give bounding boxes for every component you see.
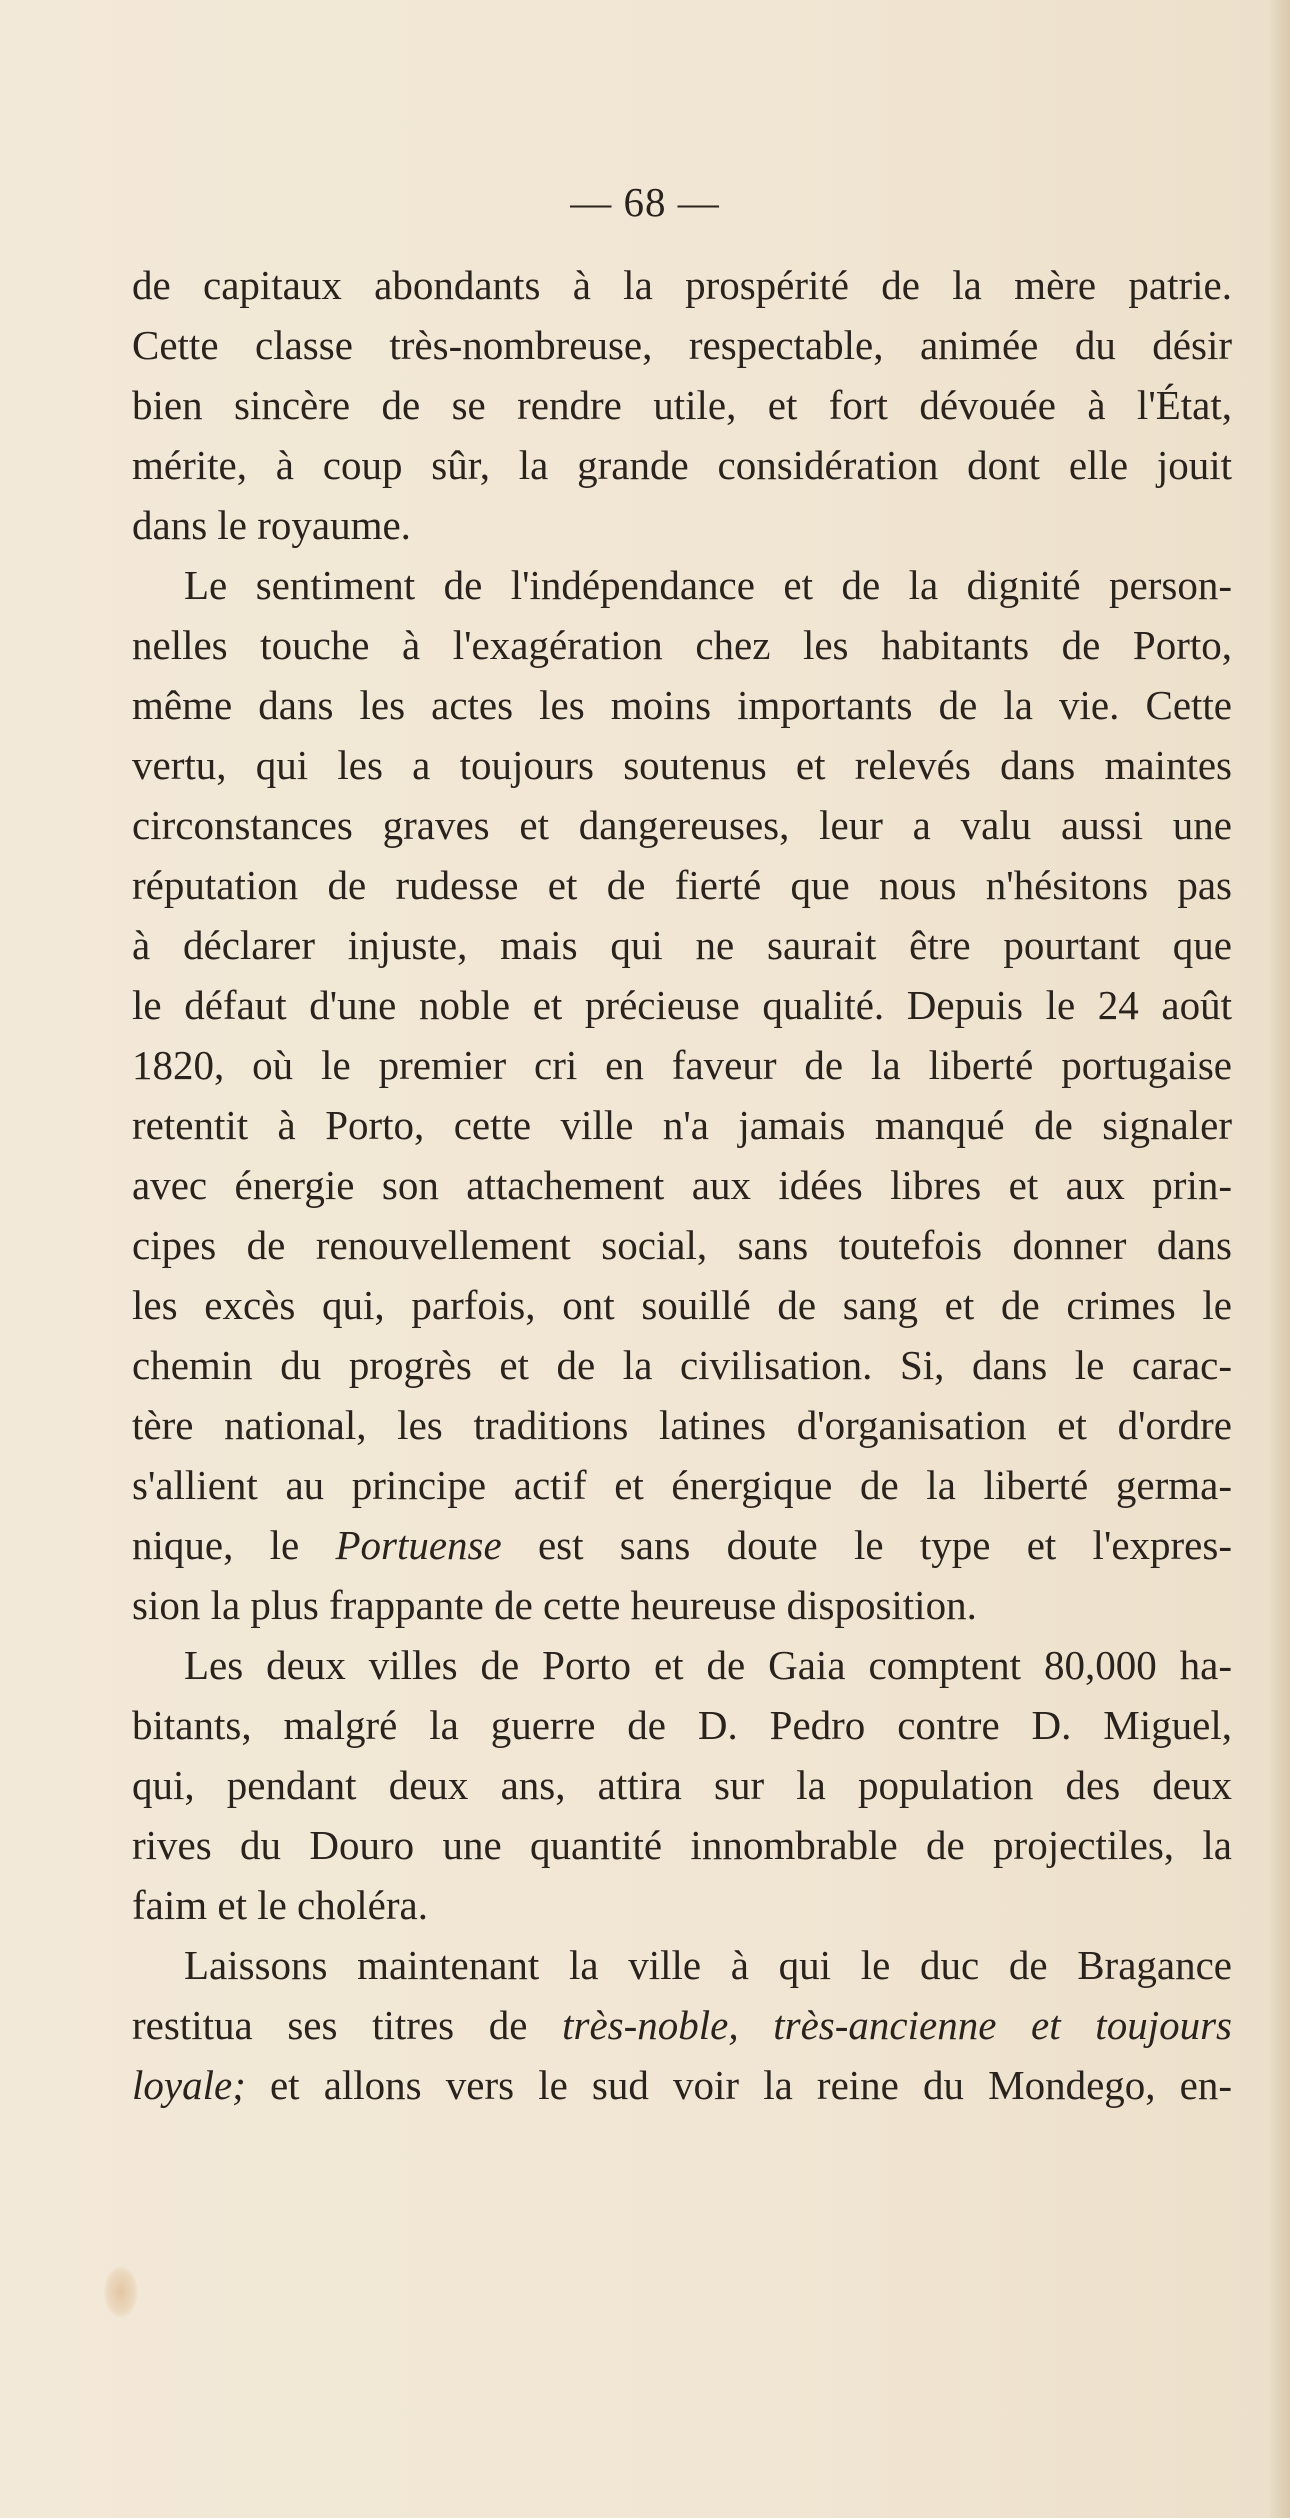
text-line: Les deux villes de Porto et de Gaia comptent 80,000 ha- — [184, 1642, 1232, 1688]
page-edge — [1270, 0, 1290, 2518]
text-line: 1820, où le premier cri en faveur de la liberté portugaise — [132, 1042, 1232, 1088]
text-line: les excès qui, parfois, ont souillé de sang et de crimes le — [132, 1282, 1232, 1328]
text-line: circonstances graves et dangereuses, leur a valu aussi une — [132, 802, 1232, 848]
text-line: le défaut d'une noble et précieuse qualité. Depuis le 24 août — [132, 982, 1232, 1028]
text-line: faim et le choléra. — [132, 1882, 428, 1928]
text-line: dans le royaume. — [132, 502, 411, 548]
text-line: rives du Douro une quantité innombrable de projectiles, la — [132, 1822, 1232, 1868]
text-line: nique, le Portuense est sans doute le type et l'expres- — [132, 1522, 1232, 1568]
text-line: vertu, qui les a toujours soutenus et relevés dans maintes — [132, 742, 1232, 788]
text-line: bitants, malgré la guerre de D. Pedro contre D. Miguel, — [132, 1702, 1232, 1748]
body-text — [132, 255, 1232, 2115]
text-line: même dans les actes les moins importants de la vie. Cette — [132, 682, 1232, 728]
text-line: réputation de rudesse et de fierté que nous n'hésitons pas — [132, 862, 1232, 908]
text-line: chemin du progrès et de la civilisation. Si, dans le carac- — [132, 1342, 1232, 1388]
text-line: avec énergie son attachement aux idées libres et aux prin- — [132, 1162, 1232, 1208]
text-line: Cette classe très-nombreuse, respectable, animée du désir — [132, 322, 1232, 368]
text-line: qui, pendant deux ans, attira sur la population des deux — [132, 1762, 1232, 1808]
text-line: à déclarer injuste, mais qui ne saurait être pourtant que — [132, 922, 1232, 968]
text-line: s'allient au principe actif et énergique de la liberté germa- — [132, 1462, 1232, 1508]
text-line: Laissons maintenant la ville à qui le duc de Bragance — [184, 1942, 1232, 1988]
text-line: cipes de renouvellement social, sans toutefois donner dans — [132, 1222, 1232, 1268]
text-line: bien sincère de se rendre utile, et fort dévouée à l'État, — [132, 382, 1232, 428]
text-line: sion la plus frappante de cette heureuse disposition. — [132, 1582, 977, 1628]
text-line: tère national, les traditions latines d'organisation et d'ordre — [132, 1402, 1232, 1448]
text-line: Le sentiment de l'indépendance et de la dignité person- — [184, 562, 1232, 608]
page-number-header: — 68 — — [570, 179, 720, 225]
text-line: nelles touche à l'exagération chez les habitants de Porto, — [132, 622, 1232, 668]
text-line: retentit à Porto, cette ville n'a jamais manqué de signaler — [132, 1102, 1232, 1148]
text-line: restitua ses titres de très-noble, très-ancienne et toujours — [132, 2002, 1232, 2048]
text-line: de capitaux abondants à la prospérité de la mère patrie. — [132, 262, 1232, 308]
paper-stain — [104, 2266, 138, 2318]
text-line: loyale; et allons vers le sud voir la reine du Mondego, en- — [132, 2062, 1232, 2108]
text-line: mérite, à coup sûr, la grande considération dont elle jouit — [132, 442, 1232, 488]
